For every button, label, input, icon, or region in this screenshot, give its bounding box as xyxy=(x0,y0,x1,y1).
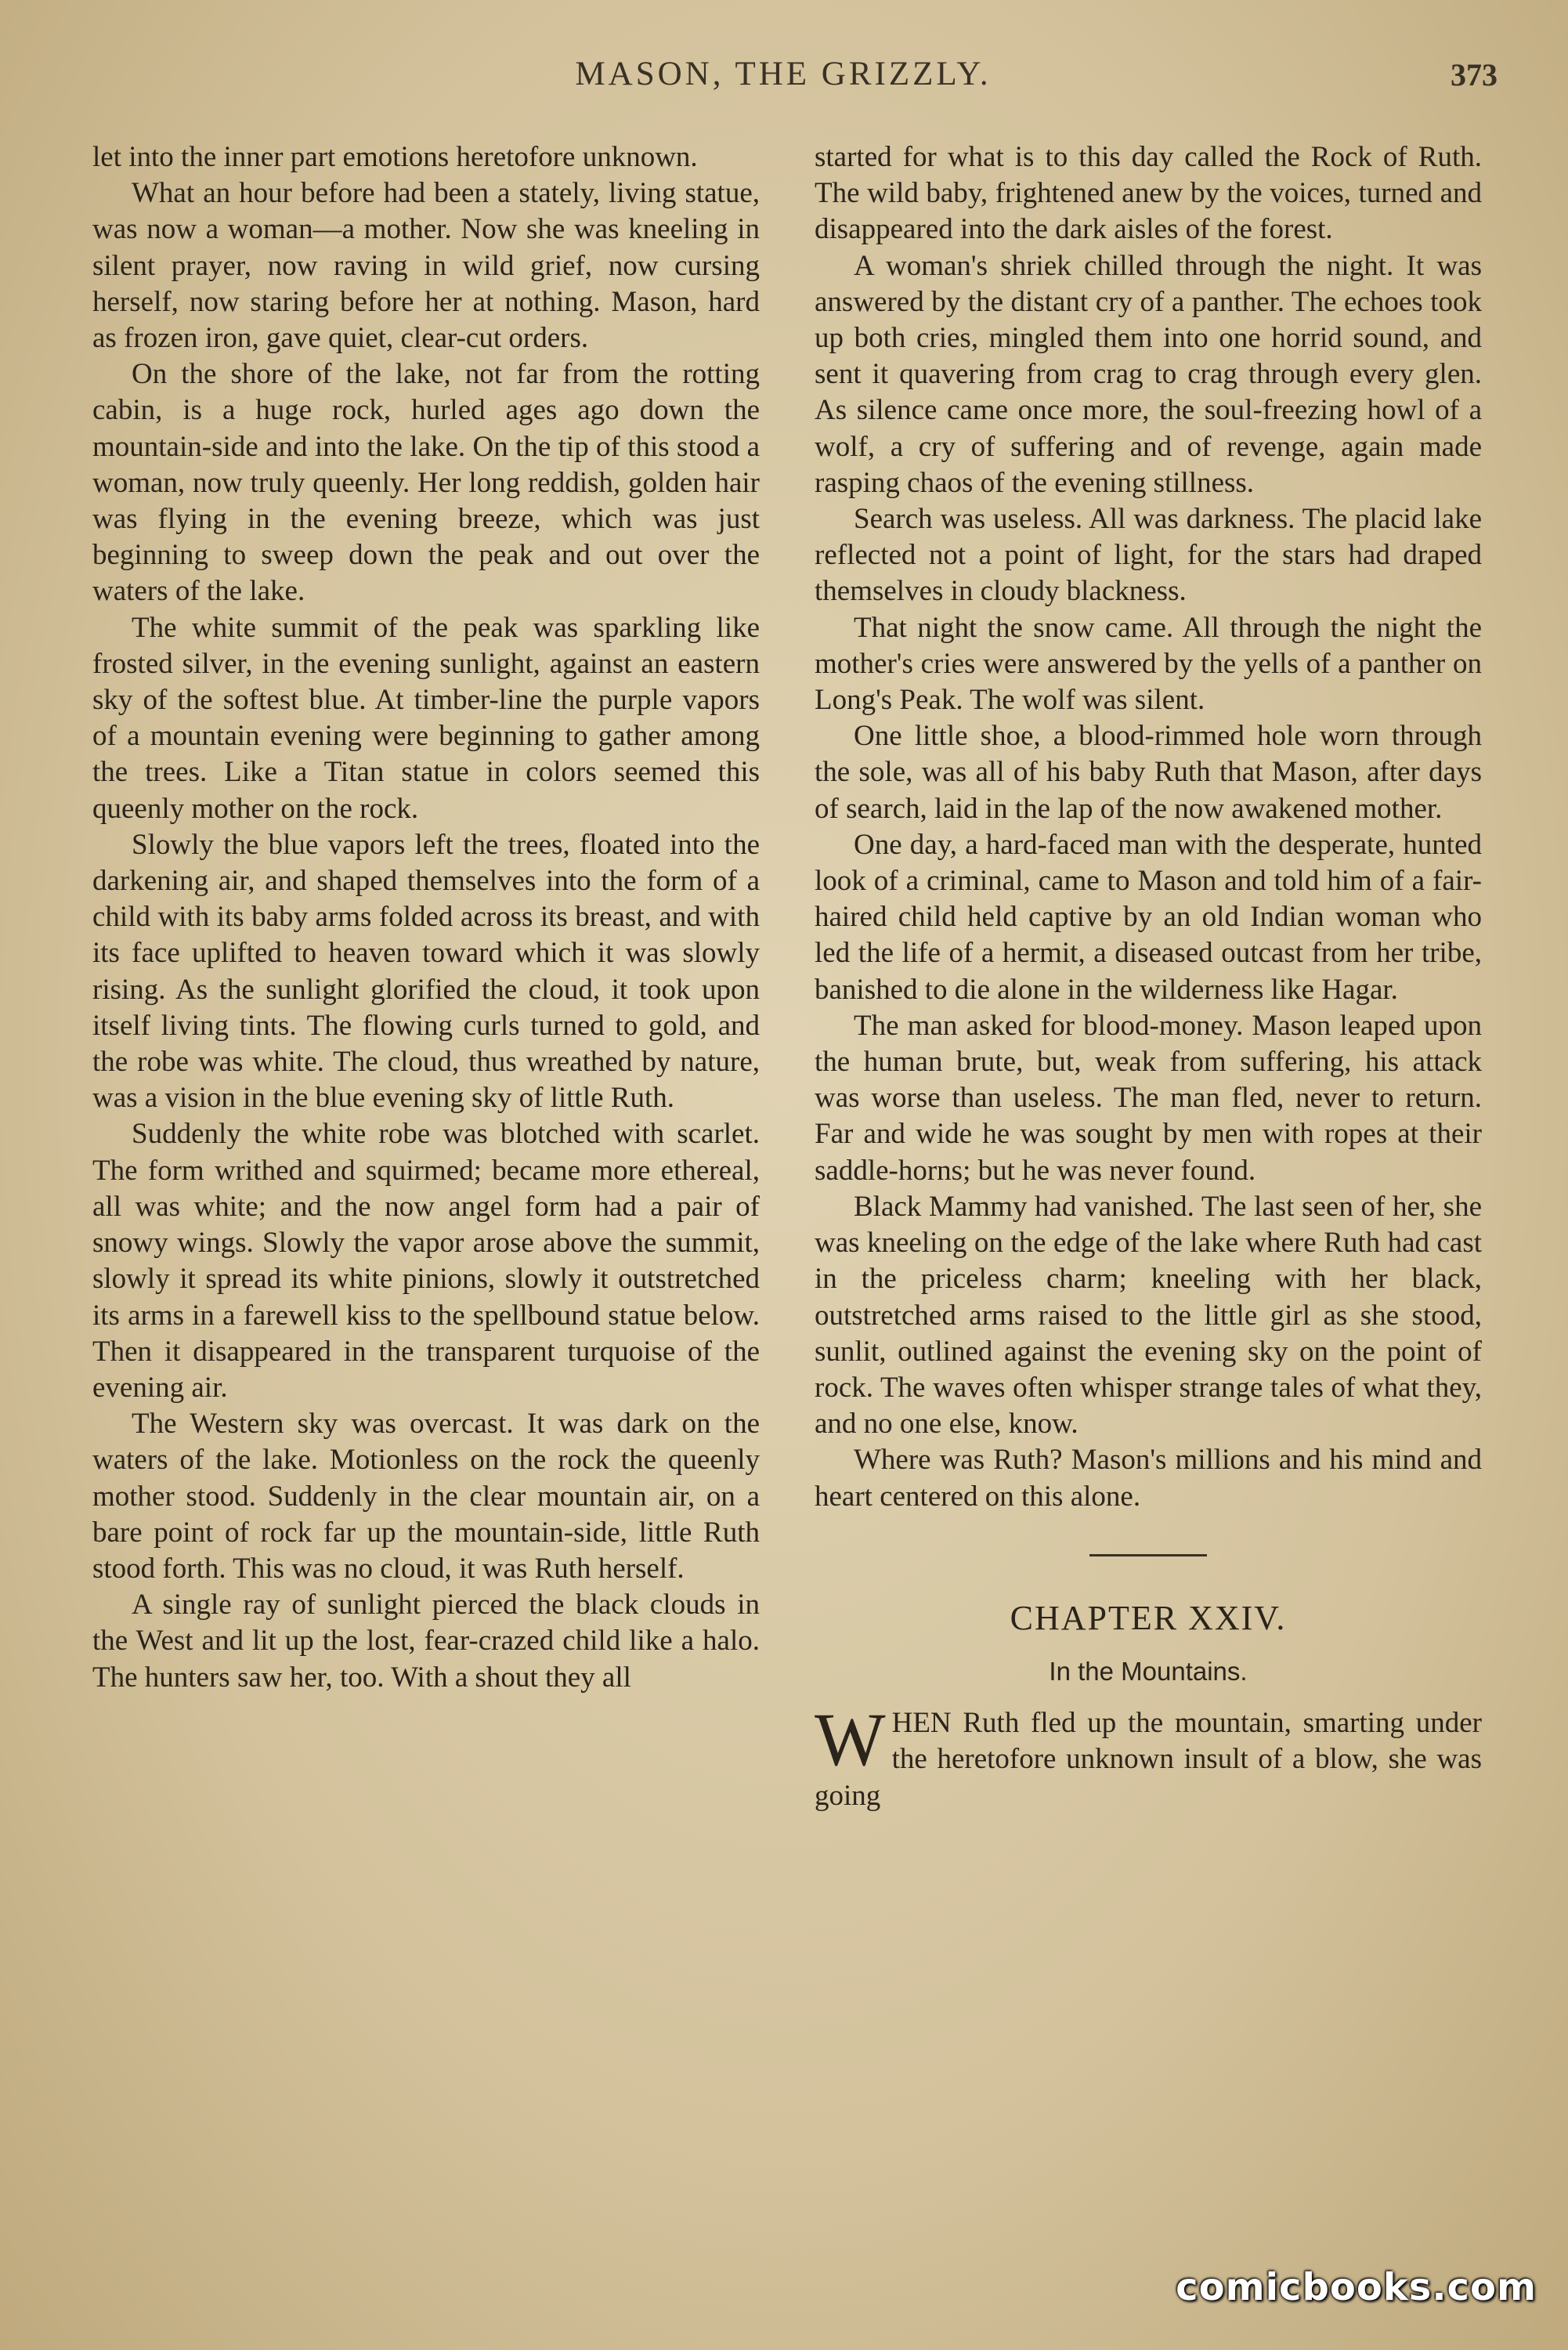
chapter-heading: CHAPTER XXIV. xyxy=(1010,1598,1287,1637)
paragraph: let into the inner part emotions heretofore unknown. xyxy=(92,141,698,173)
paragraph: On the shore of the lake, not far from the rotting cabin, is a huge rock, hurled ages ago down the mountain-side and into the lake. On the tip of this stood a woman, now truly queenly. Her long reddish, golden hair was flying in the evening breeze, which was just beginning to sweep down the peak and out over the waters of the lake. xyxy=(92,358,760,608)
paragraph: Search was useless. All was darkness. The placid lake reflected not a point of light, for the stars had draped themselves in cloudy blackness. xyxy=(815,503,1482,608)
drop-cap: W xyxy=(815,1697,886,1782)
left-column xyxy=(92,139,760,1696)
paragraph: What an hour before had been a stately, living statue, was now a woman—a mother. Now she was kneeling in silent prayer, now raving in wild grief, now cursing herself, now staring before her at nothing. Mason, hard as frozen iron, gave quiet, clear-cut orders. xyxy=(92,177,760,355)
paragraph: The Western sky was overcast. It was dark on the waters of the lake. Motionless on the rock the queenly mother stood. Suddenly in the clear mountain air, on a bare point of rock far up the mountain-side, little Ruth stood forth. This was no cloud, it was Ruth herself. xyxy=(92,1408,760,1585)
paragraph: One little shoe, a blood-rimmed hole worn through the sole, was all of his baby Ruth that Mason, after days of search, laid in the lap of the now awakened mother. xyxy=(815,720,1482,825)
paragraph: Where was Ruth? Mason's millions and his mind and heart centered on this alone. xyxy=(815,1444,1482,1513)
chapter-subtitle: In the Mountains. xyxy=(1049,1656,1248,1686)
page-header xyxy=(0,55,1568,118)
paragraph: The white summit of the peak was sparkling like frosted silver, in the evening sunlight, against an eastern sky of the softest blue. At timber-line the purple vapors of a mountain evening were beginning to gather among the trees. Like a Titan statue in colors seemed this queenly mother on the rock. xyxy=(92,611,760,825)
paragraph: One day, a hard-faced man with the desperate, hunted look of a criminal, came to Mason and told him of a fair-haired child held captive by an old Indian woman who led the life of a hermit, a diseased outcast from her tribe, banished to die alone in the wilderness like Hagar. xyxy=(815,828,1482,1006)
chapter-opening-paragraph xyxy=(815,1697,1482,1814)
chapter-opening-text: HEN Ruth fled up the mountain, smarting under the heretofore unknown insult of a blow, she was going xyxy=(815,1707,1482,1812)
running-title: MASON, THE GRIZZLY. xyxy=(575,56,992,92)
right-column xyxy=(815,139,1482,1814)
watermark: comicbooks.com xyxy=(1176,2265,1537,2309)
section-divider xyxy=(1089,1554,1207,1556)
page-number: 373 xyxy=(1451,57,1498,92)
paragraph: A woman's shriek chilled through the night. It was answered by the distant cry of a panther. The echoes took up both cries, mingled them into one horrid sound, and sent it quavering from crag to crag through every glen. As silence came once more, the soul-freezing howl of a wolf, a cry of suffering and of revenge, again made rasping chaos of the evening stillness. xyxy=(815,249,1482,499)
paragraph: That night the snow came. All through the night the mother's cries were answered by the yells of a panther on Long's Peak. The wolf was silent. xyxy=(815,611,1482,717)
paragraph: A single ray of sunlight pierced the black clouds in the West and lit up the lost, fear-crazed child like a halo. The hunters saw her, too. With a shout they all xyxy=(92,1589,760,1694)
paragraph: started for what is to this day called the Rock of Ruth. The wild baby, frightened anew by the voices, turned and disappeared into the dark aisles of the forest. xyxy=(815,141,1482,246)
paragraph: Suddenly the white robe was blotched with scarlet. The form writhed and squirmed; became more ethereal, all was white; and the now angel form had a pair of snowy wings. Slowly the vapor arose above the summit, slowly it spread its white pinions, slowly it outstretched its arms in a farewell kiss to the spellbound statue below. Then it disappeared in the transparent turquoise of the evening air. xyxy=(92,1118,760,1404)
paragraph: Black Mammy had vanished. The last seen of her, she was kneeling on the edge of the lake where Ruth had cast in the priceless charm; kneeling with her black, outstretched arms raised to the little girl as she stood, sunlit, outlined against the evening sky on the point of rock. The waves often whisper strange tales of what they, and no one else, know. xyxy=(815,1190,1482,1441)
paragraph: The man asked for blood-money. Mason leaped upon the human brute, but, weak from suffering, his attack was worse than useless. The man fled, never to return. Far and wide he was sought by men with ropes at their saddle-horns; but he was never found. xyxy=(815,1009,1482,1187)
paragraph: Slowly the blue vapors left the trees, floated into the darkening air, and shaped themselves into the form of a child with its baby arms folded across its breast, and with its face uplifted to heaven toward which it was slowly rising. As the sunlight glorified the cloud, it took upon itself living tints. The flowing curls turned to gold, and the robe was white. The cloud, thus wreathed by nature, was a vision in the blue evening sky of little Ruth. xyxy=(92,828,760,1115)
